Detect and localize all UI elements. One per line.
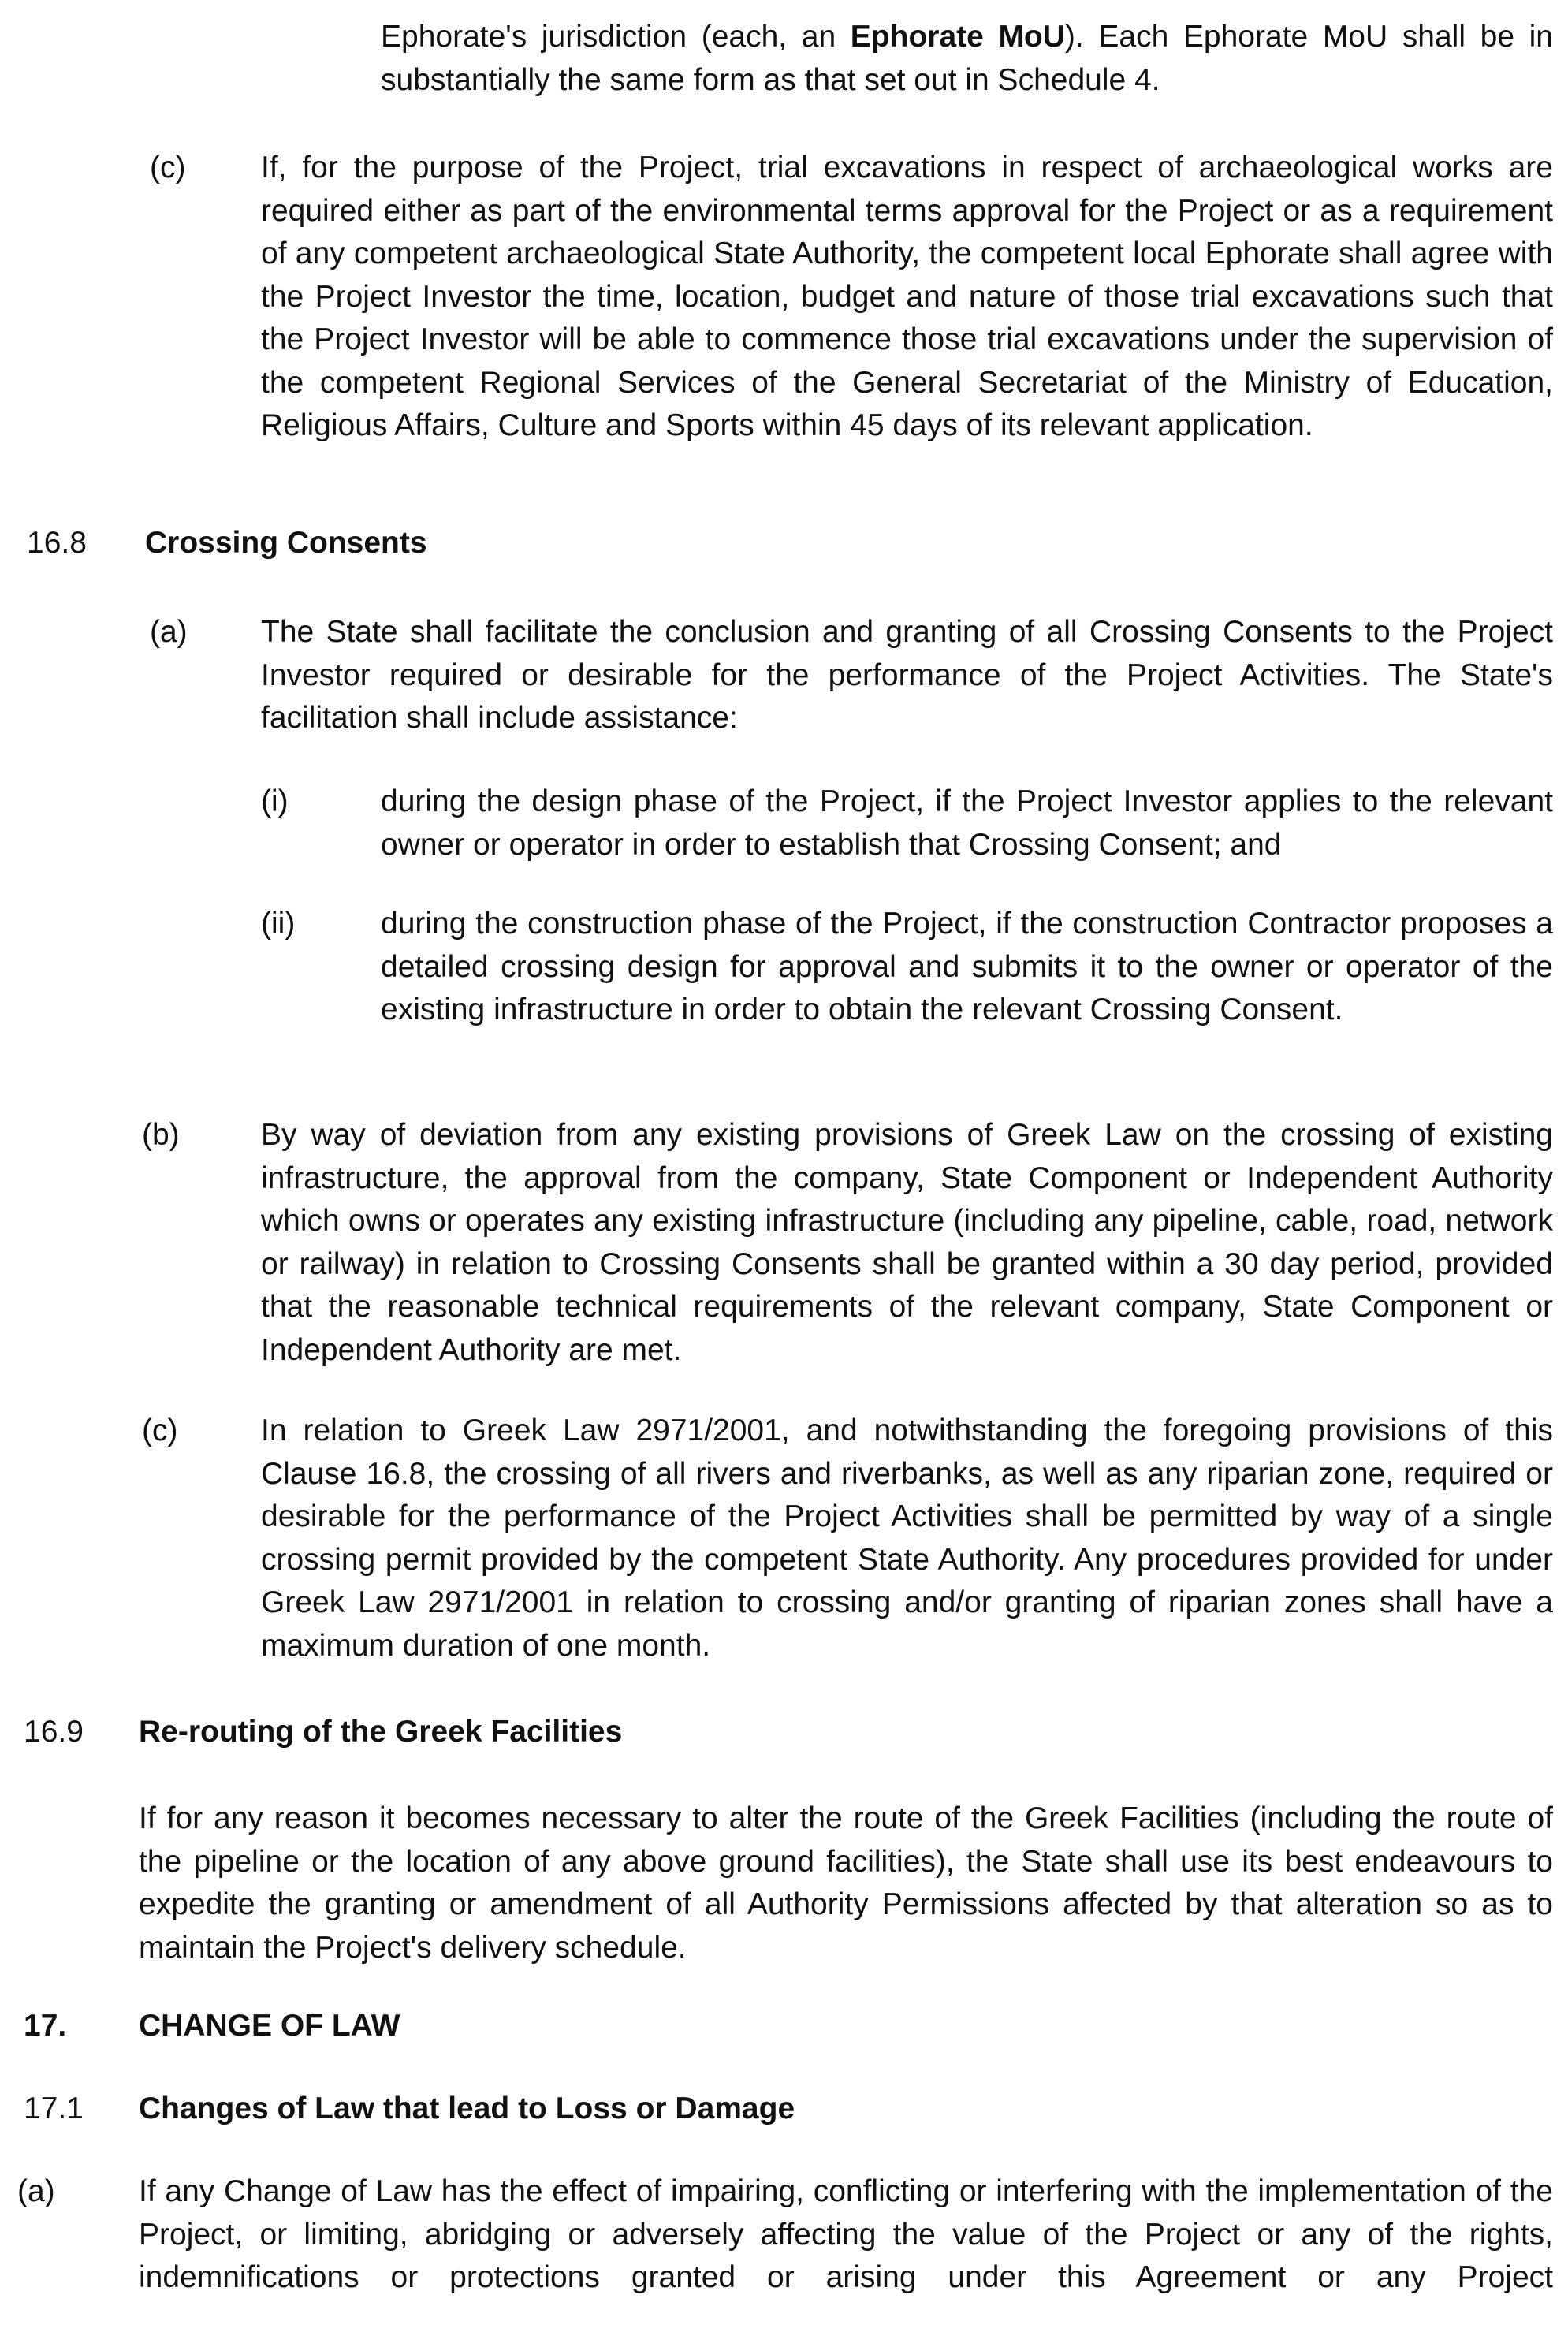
clause-16-8-a-label: (a)	[150, 615, 188, 649]
clause-16-8-heading: Crossing Consents	[145, 526, 427, 560]
clause-16-8-c-text: In relation to Greek Law 2971/2001, and notwithstanding the foregoing provisions of this Clause 16.8, the crossing of all rivers and riverbanks, as well as any riparian zone, required or desirable for the performance of the Project Activities shall be permitted by way of a single crossing permit provided by the competent State Authority. Any procedures provided for under Greek Law 2971/2001 in relation to crossing and/or granting of riparian zones shall have a maximum duration of one month.	[261, 1414, 1553, 1663]
clause-16-8-c-label: (c)	[142, 1414, 178, 1447]
clause-16-8-number: 16.8	[27, 526, 87, 560]
clause-16-7-c-label: (c)	[150, 151, 186, 184]
continuation-text-1: Ephorate's jurisdiction (each, an	[381, 20, 851, 54]
clause-17-1-a-label: (a)	[17, 2174, 55, 2208]
clause-17-heading: CHANGE OF LAW	[139, 2009, 400, 2043]
defined-term-ephorate-mou: Ephorate MoU	[850, 20, 1065, 54]
clause-17-1-a-text: If any Change of Law has the effect of impairing, conflicting or interfering with the implementation of the Project, or limiting, abridging or adversely affecting the value of the Project or any of the rights, indemnifications or protections granted or arising under this Agreement or any Project	[139, 2174, 1553, 2294]
clause-16-8-a-ii-text: during the construction phase of the Project, if the construction Contractor proposes a detailed crossing design for approval and submits it to the owner or operator of the existing infrastructure in order to obtain the relevant Crossing Consent.	[381, 907, 1553, 1026]
clause-17-number: 17.	[24, 2009, 67, 2043]
clause-16-8-a-i-label: (i)	[261, 784, 289, 818]
clause-17-1-number: 17.1	[24, 2092, 84, 2125]
clause-16-8-a-text: The State shall facilitate the conclusion and granting of all Crossing Consents to the Project Investor required or desirable for the performance of the Project Activities. The State's facilitation shall include assistance:	[261, 615, 1553, 735]
clause-17-1-heading: Changes of Law that lead to Loss or Damage	[139, 2092, 795, 2125]
clause-16-8-a-i-text: during the design phase of the Project, if the Project Investor applies to the relevant owner or operator in order to establish that Crossing Consent; and	[381, 784, 1553, 862]
clause-16-8-b-text: By way of deviation from any existing provisions of Greek Law on the crossing of existing infrastructure, the approval from the company, State Component or Independent Authority which owns or operates any existing infrastructure (including any pipeline, cable, road, network or railway) in relation to Crossing Consents shall be granted within a 30 day period, provided that the reasonable technical requirements of the relevant company, State Component or Independent Authority are met.	[261, 1118, 1553, 1367]
clause-16-9-text: If for any reason it becomes necessary to alter the route of the Greek Facilities (including the route of the pipeline or the location of any above ground facilities), the State shall use its best endeavours to expedite the granting or amendment of all Authority Permissions affected by that alteration so as to maintain the Project's delivery schedule.	[139, 1801, 1553, 1965]
clause-16-7-c-text: If, for the purpose of the Project, trial excavations in respect of archaeological works are required either as part of the environmental terms approval for the Project or as a requirement of any competent archaeological State Authority, the competent local Ephorate shall agree with the Project Investor the time, location, budget and nature of those trial excavations such that the Project Investor will be able to commence those trial excavations under the supervision of the competent Regional Services of the General Secretariat of the Ministry of Education, Religious Affairs, Culture and Sports within 45 days of its relevant application.	[261, 151, 1553, 442]
continuation-paragraph	[381, 16, 1553, 102]
clause-16-8-a-ii-label: (ii)	[261, 907, 296, 941]
clause-16-9-heading: Re-routing of the Greek Facilities	[139, 1715, 623, 1749]
clause-16-8-b-label: (b)	[142, 1118, 180, 1152]
continuation-text-2: ). Each Ephorate MoU shall be in substantially the same form as that set out in Schedule 4.	[381, 20, 1553, 97]
clause-16-9-number: 16.9	[24, 1715, 84, 1749]
